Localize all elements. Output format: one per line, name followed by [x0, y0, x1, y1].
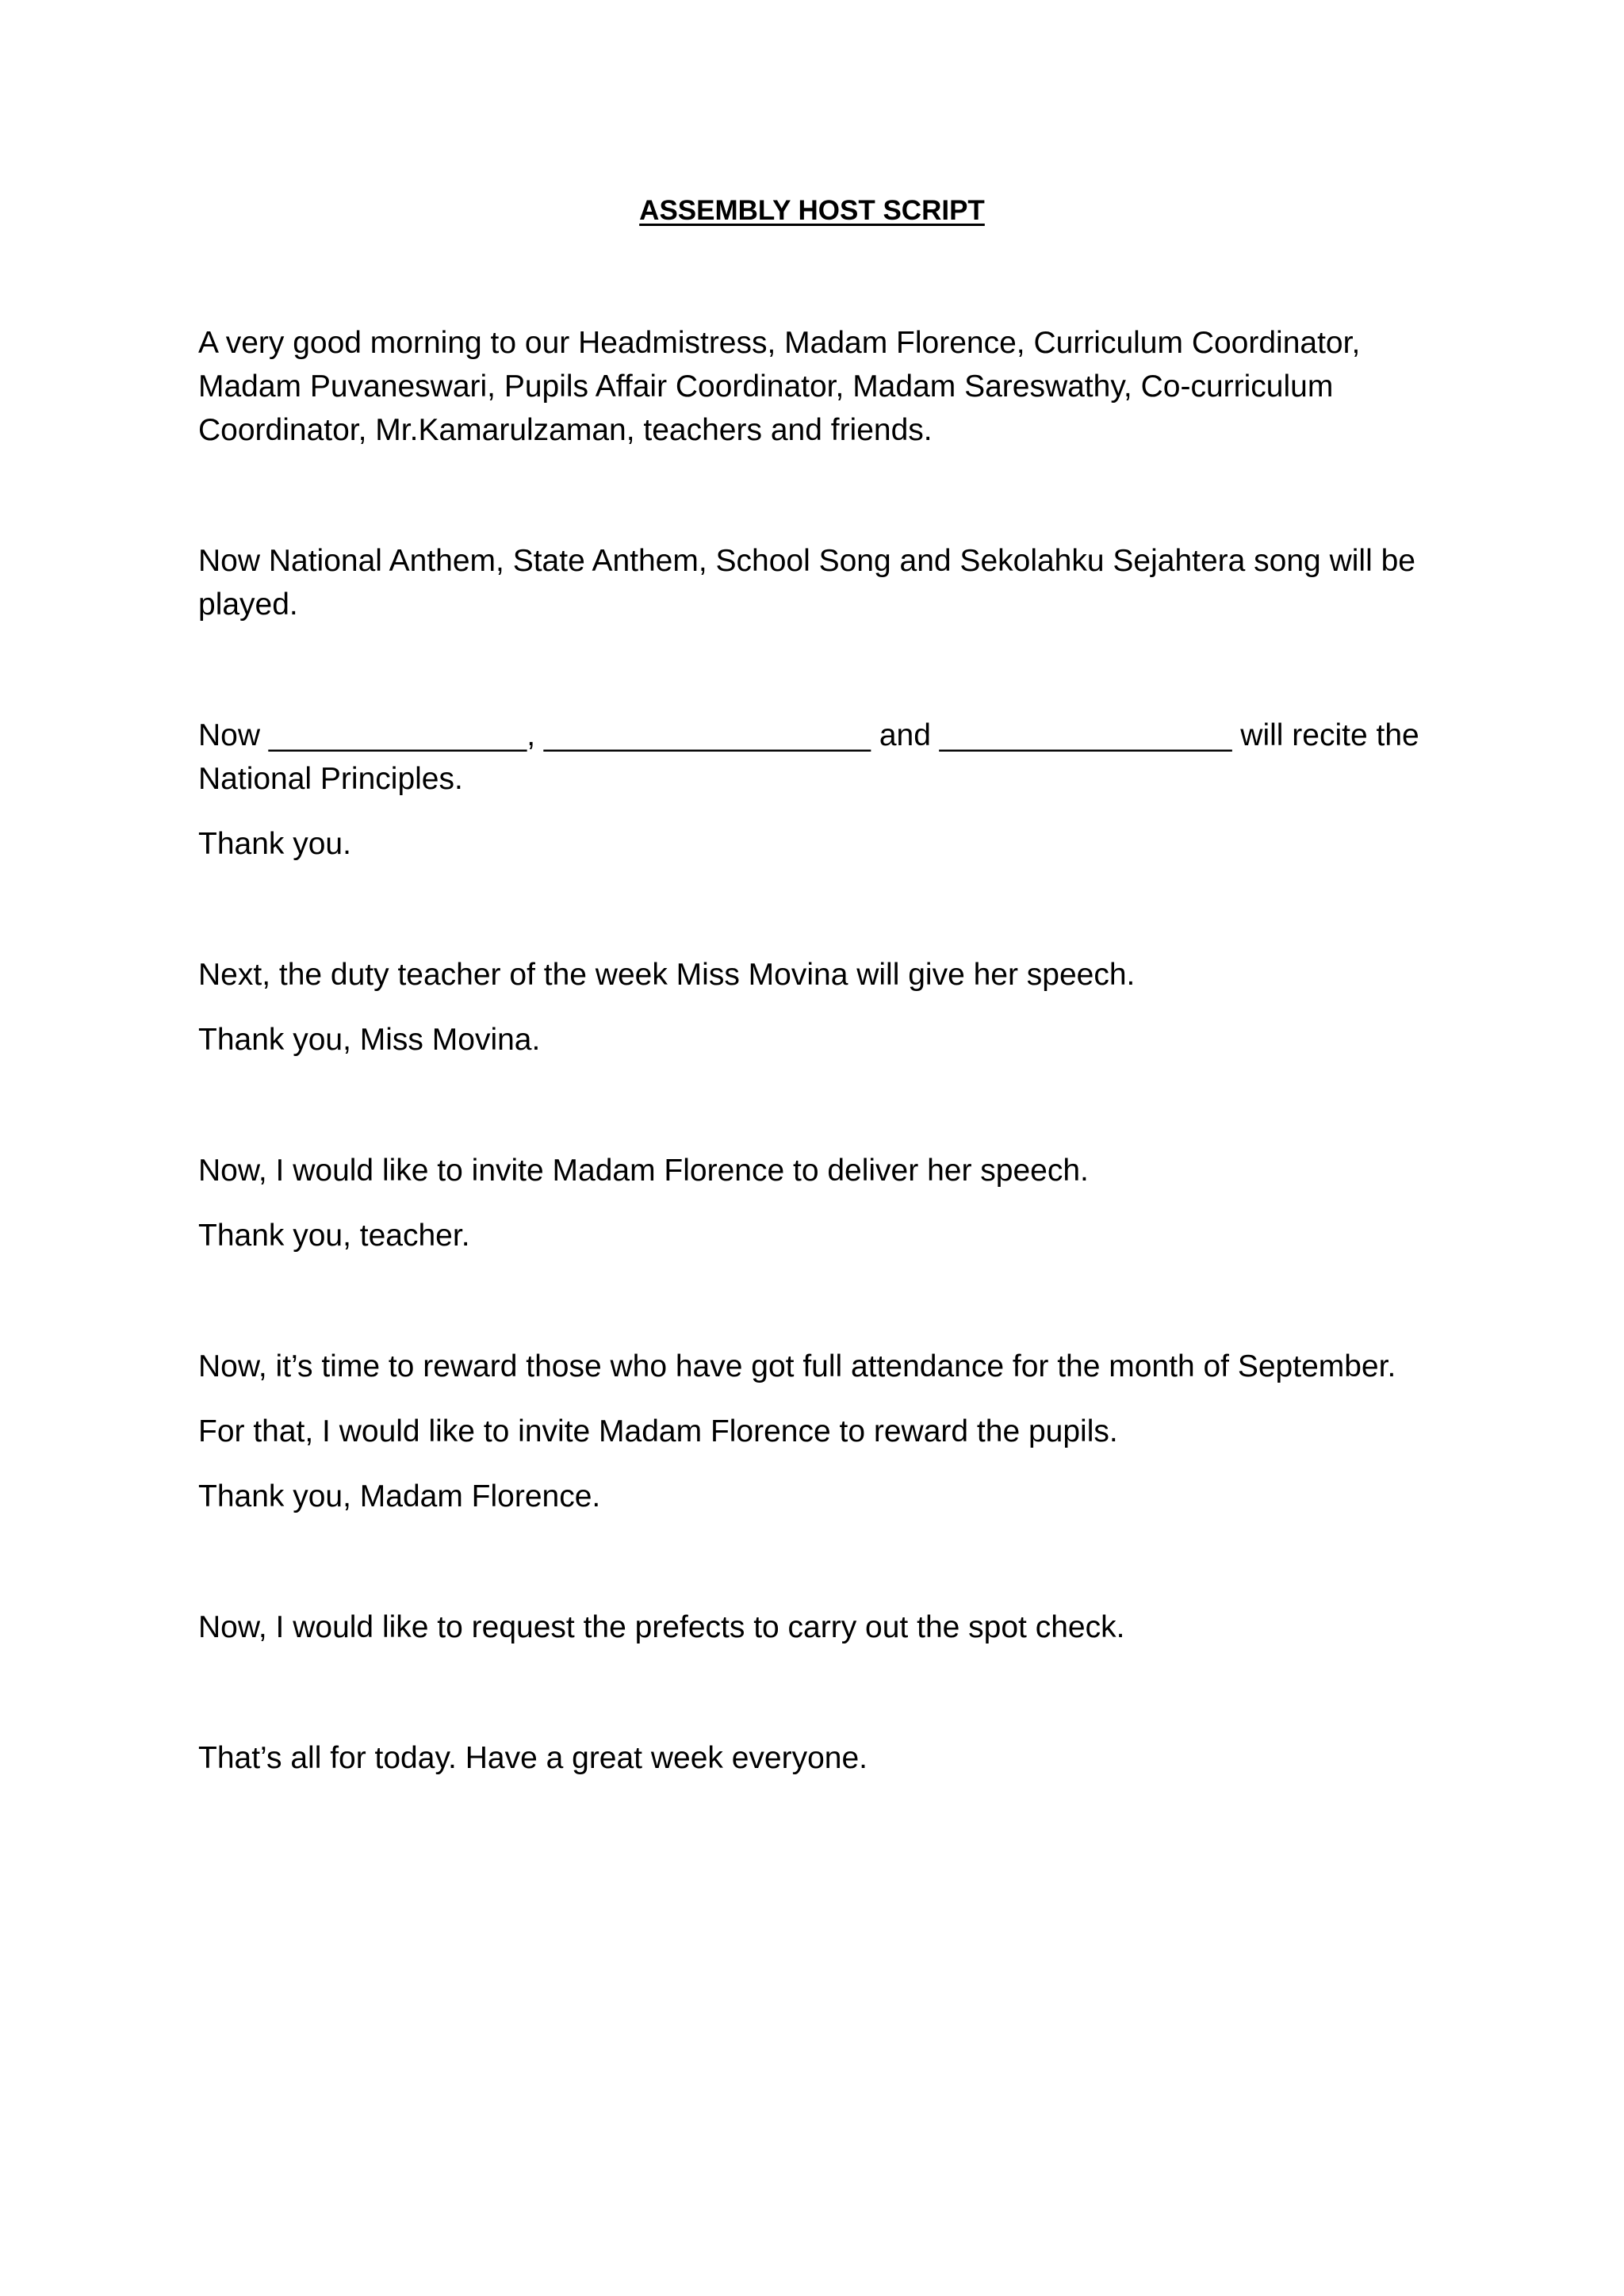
attendance-line: Now, it’s time to reward those who have got full attendance for the month of September.	[198, 1349, 1396, 1383]
greeting-line: Madam Puvaneswari, Pupils Affair Coordinator, Madam Sareswathy, Co-curriculum	[198, 369, 1334, 404]
reward-invite: For that, I would like to invite Madam Florence to reward the pupils.	[198, 1414, 1118, 1448]
document-title: ASSEMBLY HOST SCRIPT	[639, 195, 985, 226]
headmistress-invite: Now, I would like to invite Madam Florence to deliver her speech.	[198, 1154, 1089, 1188]
principles-paragraph	[198, 714, 1435, 801]
greeting-paragraph	[198, 321, 1435, 452]
anthem-line: played.	[198, 587, 298, 622]
duty-teacher-thanks: Thank you, Miss Movina.	[198, 1023, 541, 1057]
principles-thanks: Thank you.	[198, 827, 351, 861]
script-body	[198, 321, 1435, 1780]
anthem-line: Now National Anthem, State Anthem, School Song and Sekolahku Sejahtera song will be	[198, 544, 1415, 578]
headmistress-thanks: Thank you, teacher.	[198, 1219, 470, 1253]
duty-teacher-line: Next, the duty teacher of the week Miss Movina will give her speech.	[198, 958, 1136, 992]
greeting-line: Coordinator, Mr.Kamarulzaman, teachers and friends.	[198, 413, 933, 447]
greeting-line: A very good morning to our Headmistress, Madam Florence, Curriculum Coordinator,	[198, 326, 1361, 360]
principles-line: National Principles.	[198, 762, 463, 796]
closing-line: That’s all for today. Have a great week everyone.	[198, 1741, 868, 1775]
reward-thanks: Thank you, Madam Florence.	[198, 1479, 601, 1513]
principles-line: Now _______________, ___________________ and _________________ will recite the	[198, 718, 1419, 752]
anthem-paragraph	[198, 539, 1435, 626]
spot-check-line: Now, I would like to request the prefects to carry out the spot check.	[198, 1610, 1125, 1644]
